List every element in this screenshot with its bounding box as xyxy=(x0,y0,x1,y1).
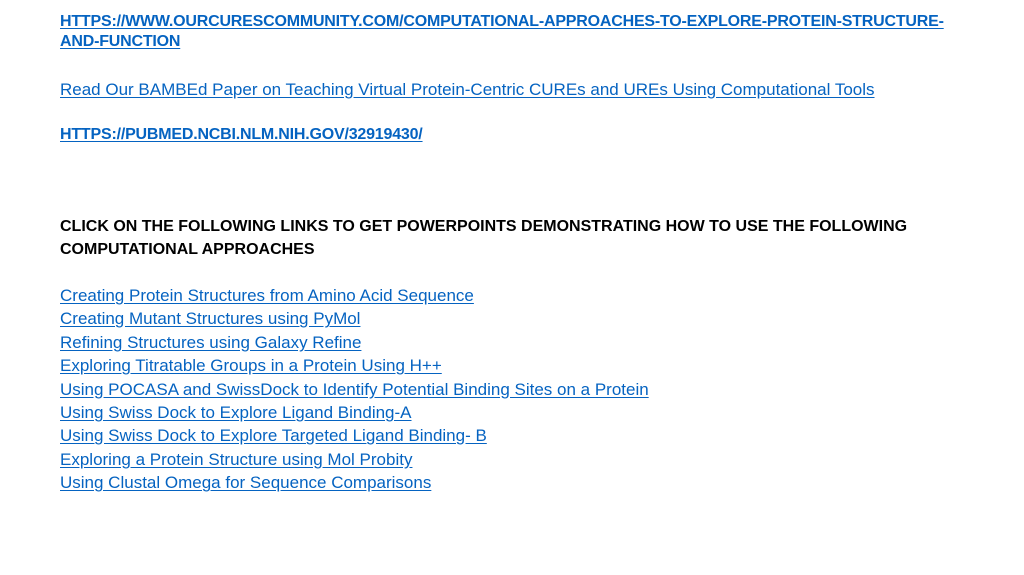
list-item xyxy=(60,284,980,307)
spacer xyxy=(60,101,980,125)
tool-link-binding-sites[interactable]: Using POCASA and SwissDock to Identify Potential Binding Sites on a Protein xyxy=(60,379,649,399)
tool-link-galaxy-refine[interactable]: Refining Structures using Galaxy Refine xyxy=(60,332,362,352)
tool-link-list xyxy=(60,284,980,495)
spacer xyxy=(60,145,980,215)
tool-link-clustal-omega[interactable]: Using Clustal Omega for Sequence Comparisons xyxy=(60,473,432,493)
tool-link-ligand-binding-a[interactable]: Using Swiss Dock to Explore Ligand Binding-A xyxy=(60,403,412,423)
tool-link-mol-probity[interactable]: Exploring a Protein Structure using Mol Probity xyxy=(60,449,413,469)
tool-link-ligand-binding-b[interactable]: Using Swiss Dock to Explore Targeted Ligand Binding- B xyxy=(60,426,487,446)
section-heading: CLICK ON THE FOLLOWING LINKS TO GET POWERPOINTS DEMONSTRATING HOW TO USE THE FOLLOWING COMPUTATIONAL APPROACHES xyxy=(60,218,908,258)
list-item xyxy=(60,448,980,471)
tool-link-mutant-structures[interactable]: Creating Mutant Structures using PyMol xyxy=(60,309,361,329)
tool-link-titratable-groups[interactable]: Exploring Titratable Groups in a Protein Using H++ xyxy=(60,356,442,376)
list-item xyxy=(60,378,980,401)
list-item xyxy=(60,471,980,494)
community-url-link[interactable]: HTTPS://WWW.OURCURESCOMMUNITY.COM/COMPUTATIONAL-APPROACHES-TO-EXPLORE-PROTEIN-STRUCTURE-AND-FUNCTION xyxy=(60,13,944,50)
bambed-paper-link[interactable]: Read Our BAMBEd Paper on Teaching Virtual Protein-Centric CUREs and UREs Using Computational Tools xyxy=(60,80,875,99)
list-item xyxy=(60,424,980,447)
slide-content xyxy=(60,12,980,495)
list-item xyxy=(60,401,980,424)
spacer xyxy=(60,52,980,78)
list-item xyxy=(60,354,980,377)
list-item xyxy=(60,307,980,330)
pubmed-url-link[interactable]: HTTPS://PUBMED.NCBI.NLM.NIH.GOV/32919430/ xyxy=(60,126,423,143)
tool-link-protein-structures[interactable]: Creating Protein Structures from Amino Acid Sequence xyxy=(60,286,474,305)
spacer xyxy=(60,261,980,284)
list-item xyxy=(60,331,980,354)
